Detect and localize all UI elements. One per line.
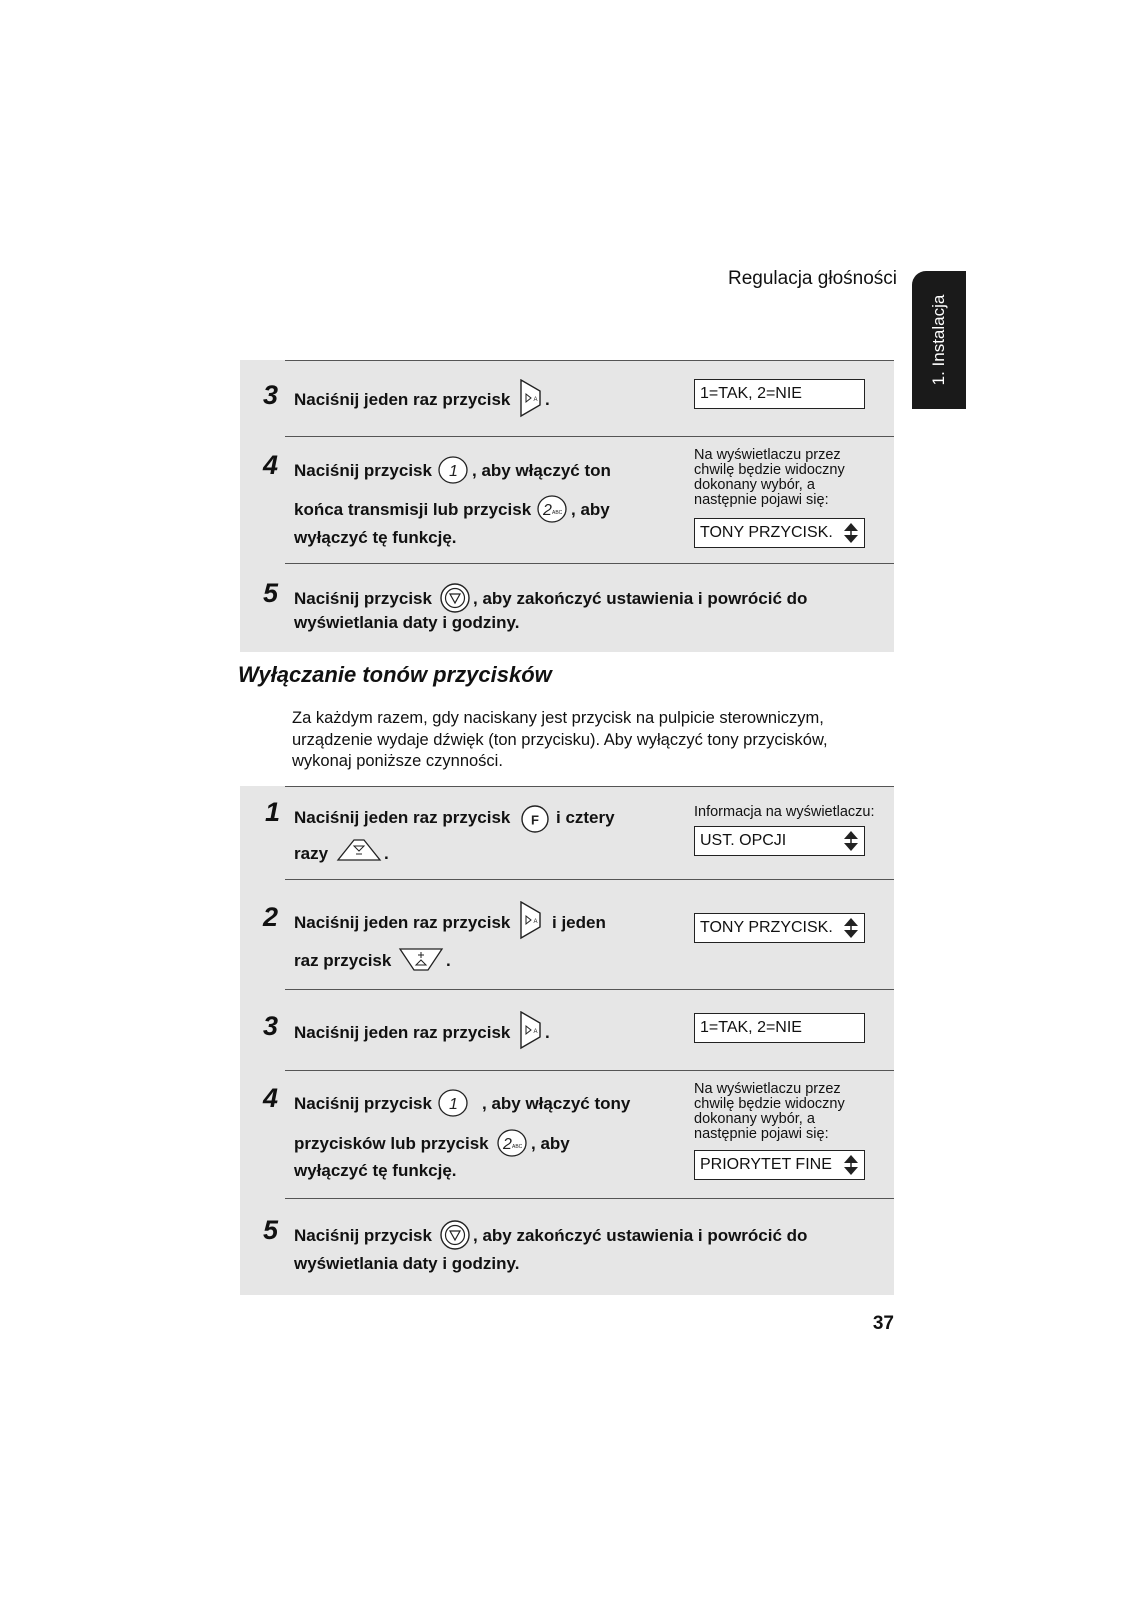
step-text: , aby [571, 500, 610, 519]
step-text: wyświetlania daty i godziny. [294, 613, 520, 632]
page-header-title: Regulacja głośności [728, 268, 897, 289]
lcd-display [694, 1013, 865, 1043]
step-number: 1 [265, 797, 281, 827]
step-number: 4 [263, 450, 279, 480]
note-line: chwilę będzie widoczny [694, 462, 845, 478]
step-number: 3 [263, 380, 279, 410]
lcd-display [694, 826, 865, 856]
intro-paragraph [292, 708, 828, 773]
intro-line: Za każdym razem, gdy naciskany jest przycisk na pulpicie sterowniczym, [292, 709, 824, 727]
intro-line: urządzenie wydaje dźwięk (ton przycisku). Aby wyłączyć tony przycisków, [292, 730, 828, 749]
step-text: . [384, 844, 389, 863]
stop-key-icon [440, 583, 471, 614]
step-text: Naciśnij jeden raz przycisk [294, 390, 511, 409]
step-text: raz przycisk [294, 951, 392, 970]
divider [285, 1198, 894, 1199]
step-text: razy [294, 844, 329, 863]
step-text: . [446, 951, 451, 970]
up-down-arrows-icon [843, 1155, 859, 1175]
note-line: Na wyświetlaczu przez [694, 447, 841, 463]
lcd-text: UST. OPCJI [700, 832, 787, 849]
step-text: Naciśnij przycisk [294, 1094, 432, 1113]
step-text: , aby [531, 1134, 570, 1153]
lcd-display [694, 518, 865, 548]
step-text: Naciśnij jeden raz przycisk [294, 1023, 511, 1042]
step-text: przycisków lub przycisk [294, 1134, 489, 1153]
step-number: 5 [263, 1215, 279, 1245]
divider [285, 1070, 894, 1071]
intro-line: wykonaj poniższe czynności. [292, 752, 503, 770]
step-number: 3 [263, 1011, 279, 1041]
note-line: następnie pojawi się: [694, 492, 829, 508]
start-key-icon [518, 379, 544, 419]
step-text: i cztery [556, 808, 615, 827]
up-down-arrows-icon [843, 523, 859, 543]
step-text: wyświetlania daty i godziny. [294, 1254, 520, 1273]
step-text: . [545, 1023, 550, 1042]
step-text: , aby włączyć tony [482, 1094, 631, 1113]
lcd-text: 1=TAK, 2=NIE [700, 385, 802, 402]
number-1-key-icon [438, 456, 469, 485]
lcd-display [694, 1150, 865, 1180]
step-number: 2 [263, 902, 279, 932]
step-text: Naciśnij jeden raz przycisk [294, 808, 511, 827]
step-text: końca transmisji lub przycisk [294, 500, 532, 519]
step-text: wyłączyć tę funkcję. [294, 528, 457, 547]
step-text: Naciśnij przycisk [294, 1226, 432, 1245]
number-2-key-icon [497, 1129, 528, 1158]
divider [285, 786, 894, 787]
step-text: wyłączyć tę funkcję. [294, 1161, 457, 1180]
step-text: i jeden [552, 913, 606, 932]
chapter-tab [912, 271, 966, 409]
step-number: 4 [263, 1083, 279, 1113]
step-text: . [545, 390, 550, 409]
start-key-icon [518, 1011, 544, 1051]
lcd-text: TONY PRZYCISK. [700, 919, 833, 936]
step-text: , aby zakończyć ustawienia i powrócić do [473, 589, 808, 608]
section-title: Wyłączanie tonów przycisków [238, 662, 552, 687]
up-down-arrows-icon [843, 918, 859, 938]
display-note [694, 448, 894, 508]
lcd-text: 1=TAK, 2=NIE [700, 1019, 802, 1036]
start-key-icon [518, 901, 544, 941]
step-text: Naciśnij przycisk [294, 461, 432, 480]
lcd-text: PRIORYTET FINE [700, 1156, 832, 1173]
function-f-key-icon [521, 805, 550, 834]
lcd-display [694, 913, 865, 943]
divider [285, 879, 894, 880]
note-line: chwilę będzie widoczny [694, 1096, 845, 1112]
lcd-display [694, 379, 865, 409]
divider [285, 989, 894, 990]
chapter-tab-label: 1. Instalacja [929, 294, 948, 386]
lcd-text: TONY PRZYCISK. [700, 524, 833, 541]
step-number: 5 [263, 578, 279, 608]
display-note [694, 1082, 894, 1142]
page-number: 37 [872, 1313, 894, 1334]
note-line: Na wyświetlaczu przez [694, 1081, 841, 1097]
display-note: Informacja na wyświetlaczu: [694, 804, 875, 820]
note-line: następnie pojawi się: [694, 1126, 829, 1142]
divider [285, 436, 894, 437]
down-arrow-key-icon [398, 946, 444, 973]
step-text: Naciśnij jeden raz przycisk [294, 913, 511, 932]
step-text: , aby włączyć ton [472, 461, 611, 480]
note-line: dokonany wybór, a [694, 477, 815, 493]
divider [285, 360, 894, 361]
number-1-key-icon [438, 1089, 469, 1118]
number-2-key-icon [537, 495, 568, 524]
up-arrow-key-icon [336, 836, 382, 863]
note-line: dokonany wybór, a [694, 1111, 815, 1127]
stop-key-icon [440, 1220, 471, 1251]
step-text: , aby zakończyć ustawienia i powrócić do [473, 1226, 808, 1245]
divider [285, 563, 894, 564]
step-text: Naciśnij przycisk [294, 589, 432, 608]
up-down-arrows-icon [843, 831, 859, 851]
